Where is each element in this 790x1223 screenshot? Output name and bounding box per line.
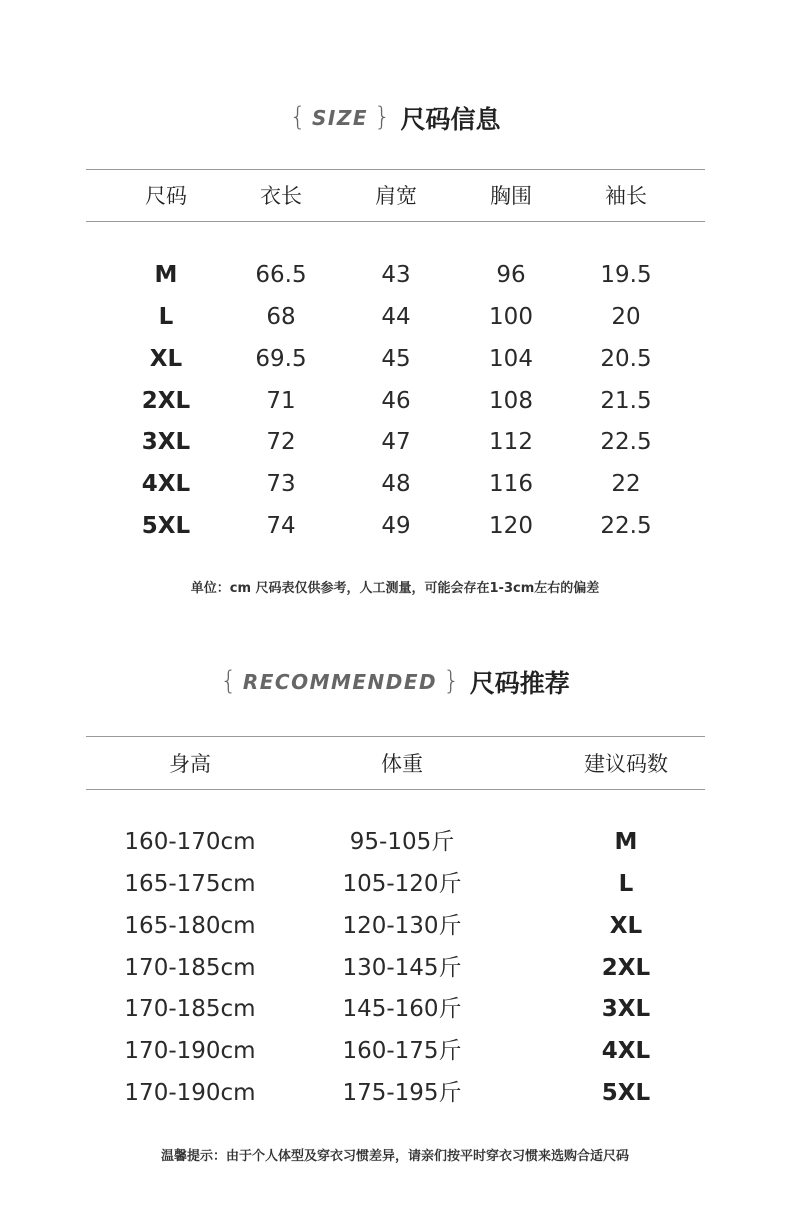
weight-cell: 120-130斤	[342, 913, 462, 939]
weight-cell: 105-120斤	[342, 871, 462, 897]
table-row	[0, 339, 790, 379]
height-cell: 160-170cm	[124, 829, 256, 855]
shoulder-cell: 44	[381, 304, 411, 330]
size-cell: 3XL	[141, 429, 191, 455]
height-cell: 170-190cm	[124, 1038, 256, 1064]
sleeve-cell: 22.5	[600, 429, 652, 455]
right-brace: }	[443, 665, 460, 696]
sleeve-cell: 21.5	[600, 388, 652, 414]
weight-cell: 160-175斤	[342, 1038, 462, 1064]
height-cell: 165-175cm	[124, 871, 256, 897]
weight-cell: 95-105斤	[349, 829, 455, 855]
size-cell: 2XL	[141, 388, 191, 414]
left-brace: {	[220, 665, 237, 696]
size-header-shoulder: 肩宽	[375, 184, 417, 208]
length-cell: 66.5	[255, 262, 307, 288]
recommend-header-top-divider	[86, 736, 705, 737]
recommend-header-height: 身高	[169, 752, 211, 776]
chest-cell: 100	[489, 304, 533, 330]
shoulder-cell: 49	[381, 513, 411, 539]
recommended-size-cell: 2XL	[601, 955, 651, 981]
height-cell: 170-185cm	[124, 955, 256, 981]
table-row	[0, 822, 790, 862]
size-table-header	[0, 176, 790, 216]
chest-cell: 116	[489, 471, 533, 497]
right-brace: }	[374, 101, 391, 132]
recommended-size-cell: 3XL	[601, 996, 651, 1022]
height-cell: 170-185cm	[124, 996, 256, 1022]
length-cell: 74	[266, 513, 296, 539]
table-row	[0, 989, 790, 1029]
recommend-header-weight: 体重	[381, 752, 423, 776]
shoulder-cell: 46	[381, 388, 411, 414]
table-row	[0, 906, 790, 946]
table-row	[0, 422, 790, 462]
recommend-title-en: RECOMMENDED	[242, 670, 438, 694]
length-cell: 73	[266, 471, 296, 497]
length-cell: 72	[266, 429, 296, 455]
recommend-tip-note: 温馨提示：由于个人体型及穿衣习惯差异，请亲们按平时穿衣习惯来选购合适尺码	[160, 1149, 629, 1164]
size-header-chest: 胸围	[490, 184, 532, 208]
table-row	[0, 506, 790, 546]
height-cell: 170-190cm	[124, 1080, 256, 1106]
sleeve-cell: 22.5	[600, 513, 652, 539]
recommended-size-cell: 4XL	[601, 1038, 651, 1064]
recommend-table-header	[0, 744, 790, 784]
size-cell: L	[158, 304, 174, 330]
size-header-length: 衣长	[260, 184, 302, 208]
recommend-title-zh: 尺码推荐	[469, 669, 570, 698]
length-cell: 69.5	[255, 346, 307, 372]
shoulder-cell: 48	[381, 471, 411, 497]
sleeve-cell: 19.5	[600, 262, 652, 288]
shoulder-cell: 45	[381, 346, 411, 372]
table-row	[0, 864, 790, 904]
table-row	[0, 381, 790, 421]
size-title-en: SIZE	[311, 106, 368, 130]
shoulder-cell: 43	[381, 262, 411, 288]
length-cell: 68	[266, 304, 296, 330]
weight-cell: 175-195斤	[342, 1080, 462, 1106]
recommend-header-size: 建议码数	[584, 752, 668, 776]
sleeve-cell: 22	[611, 471, 641, 497]
height-cell: 165-180cm	[124, 913, 256, 939]
recommend-header-bottom-divider	[86, 789, 705, 790]
size-header-sleeve: 袖长	[605, 184, 647, 208]
recommended-size-cell: M	[614, 829, 638, 855]
recommended-size-cell: 5XL	[601, 1080, 651, 1106]
table-row	[0, 1073, 790, 1113]
left-brace: {	[289, 101, 306, 132]
shoulder-cell: 47	[381, 429, 411, 455]
sleeve-cell: 20.5	[600, 346, 652, 372]
table-row	[0, 255, 790, 295]
size-cell: 5XL	[141, 513, 191, 539]
size-cell: M	[154, 262, 178, 288]
table-row	[0, 464, 790, 504]
recommend-section-title	[0, 662, 790, 702]
table-row	[0, 297, 790, 337]
weight-cell: 130-145斤	[342, 955, 462, 981]
chest-cell: 112	[489, 429, 533, 455]
length-cell: 71	[266, 388, 296, 414]
size-title-zh: 尺码信息	[400, 105, 501, 134]
chest-cell: 96	[496, 262, 526, 288]
table-row	[0, 1031, 790, 1071]
chest-cell: 108	[489, 388, 533, 414]
size-section-title	[0, 98, 790, 138]
size-header-top-divider	[86, 169, 705, 170]
size-header-bottom-divider	[86, 221, 705, 222]
size-unit-note: 单位：cm 尺码表仅供参考，人工测量，可能会存在1-3cm左右的偏差	[190, 581, 600, 596]
chest-cell: 104	[489, 346, 533, 372]
recommended-size-cell: L	[618, 871, 634, 897]
recommended-size-cell: XL	[609, 913, 643, 939]
chest-cell: 120	[489, 513, 533, 539]
table-row	[0, 948, 790, 988]
size-cell: XL	[149, 346, 183, 372]
weight-cell: 145-160斤	[342, 996, 462, 1022]
size-header-size: 尺码	[145, 184, 187, 208]
sleeve-cell: 20	[611, 304, 641, 330]
size-cell: 4XL	[141, 471, 191, 497]
